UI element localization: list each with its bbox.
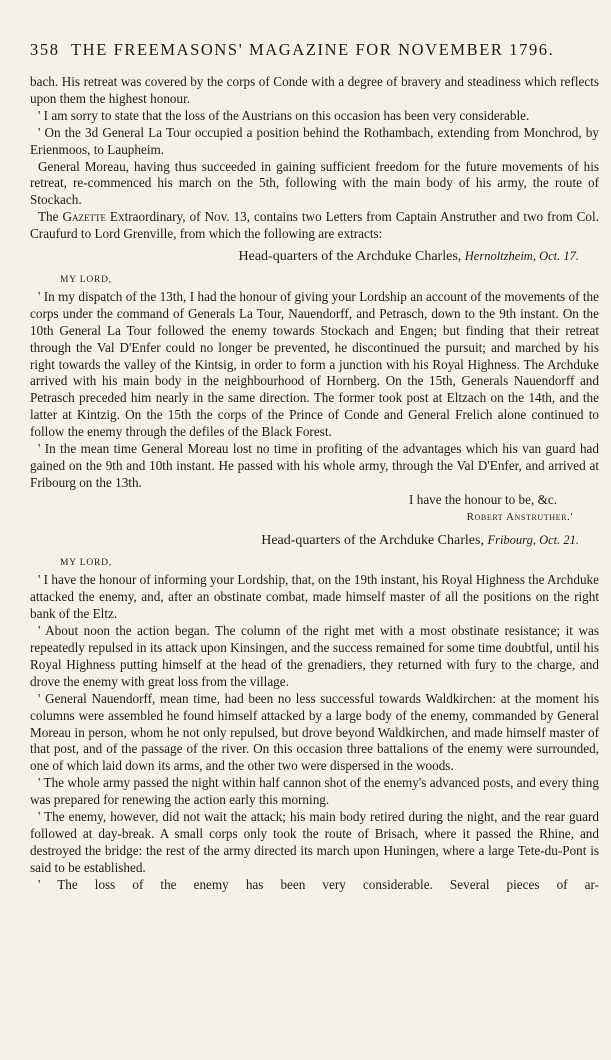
letter2-paragraph: ' The enemy, however, did not wait the attack; his main body retired during the night, and the rear guard followed at day-break. A small corps only took the route of Brisach, where it passed the Rhine, and destroyed the bridge: the rest of the army directed its march upon Huningen, where a large Tete-du-Pont is said to be established. [30,809,599,875]
gazette-intro-rest: Extraordinary, of Nov. 13, contains two Letters from Captain Anstruther and two from Col. Craufurd to Lord Grenville, from which the following are extracts: [30,209,599,242]
letter2-heading [30,532,579,550]
paragraph: ' On the 3d General La Tour occupied a position behind the Rothambach, extending from Monchrod, by Erienmoos, to Laupheim. [30,124,599,157]
page-number: 358 [30,40,60,59]
letter2-paragraph: ' The loss of the enemy has been very considerable. Several pieces of ar- [38,876,599,892]
running-title: THE FREEMASONS' MAGAZINE FOR NOVEMBER 1796. [71,40,555,59]
letter1-heading [30,248,579,266]
letter1-signature: Robert Anstruther.' [466,510,573,523]
letter1-heading-text: Head-quarters of the Archduke Charles, [238,249,465,265]
article-body [30,74,599,894]
letter2-salutation: MY LORD, [60,558,112,569]
letter2-paragraph: ' The whole army passed the night within half cannon shot of the enemy's advanced posts, and every thing was prepared for renewing the action early this morning. [30,775,599,808]
gazette-intro [30,209,599,243]
paragraph: General Moreau, having thus succeeded in gaining sufficient freedom for the future movements of his retreat, re-commenced his march on the 5th, following with the main body of his army, the route of Stockach. [30,158,599,208]
letter1-closing: I have the honour to be, &c. [409,491,557,507]
paragraph: bach. His retreat was covered by the corps of Conde with a degree of bravery and steadiness which reflects upon them the highest honour. [30,74,599,106]
paragraph: ' I am sorry to state that the loss of the Austrians on this occasion has been very considerable. [38,107,530,123]
letter2-paragraph: ' General Nauendorff, mean time, had been no less successful towards Waldkirchen: at the moment his columns were assembled he found himself attacked by a large body of the enemy, commanded by General Moreau in person, whom he not only repulsed, but drove beyond Waldkirchen, and made himself master of that post, and of the passage of the river. On this occasion three battalions of the enemy were surrounded, one of which laid down its arms, and the other two were dispersed in the woods. [30,690,599,774]
letter2-paragraph: ' About noon the action began. The column of the right met with a most obstinate resistance; it was repeatedly repulsed in its attack upon Kinsingen, and the success remained for some time doubtful, until his Royal Highness putting himself at the head of the grenadiers, they returned with fury to the charge, and drove the enemy with great loss from the village. [30,623,599,689]
letter2-place-date: Fribourg, Oct. 21. [487,532,579,547]
running-header [30,40,599,60]
letter1-salutation: MY LORD, [60,274,112,285]
gazette-intro-prefix: The [38,209,63,225]
letter1-paragraph: ' In the mean time General Moreau lost no time in profiting of the advantages which his van guard had gained on the 9th and 10th instant. He passed with his whole army, through the Val D'Enfer, and arrived at Fribourg on the 13th. [30,441,599,490]
gazette-word: Gazette [62,209,106,225]
letter1-paragraph: ' In my dispatch of the 13th, I had the honour of giving your Lordship an account of the movements of the corps under the command of Generals La Tour, Nauendorff, and Petrasch, down to the 9th instant. On the 10th General La Tour followed the enemy towards Stockach and Engen; but finding that their retreat through the Val D'Enfer could no longer be prevented, he discontinued the pursuit; and marched by his right towards the valley of the Kintsig, in order to form a junction with his Royal Highness. The Archduke arrived with his main body in the neighbourhood of Hornberg. On the 15th, Generals Nauendorff and Petrasch preceded him nearly in the same direction. The former took post at Eltzach on the 14th, and the latter at Kintzig. On the 15th the corps of the Prince of Conde and General Frelich alone continued to follow the enemy through the defiles of the Black Forest. [30,288,599,440]
letter2-heading-text: Head-quarters of the Archduke Charles, [261,532,488,548]
letter1-place-date: Hernoltzheim, Oct. 17. [464,249,579,264]
letter2-paragraph: ' I have the honour of informing your Lordship, that, on the 19th instant, his Royal Highness the Archduke attacked the enemy, and, after an obstinate combat, made himself master of all the positions on the right bank of the Eltz. [30,572,599,622]
